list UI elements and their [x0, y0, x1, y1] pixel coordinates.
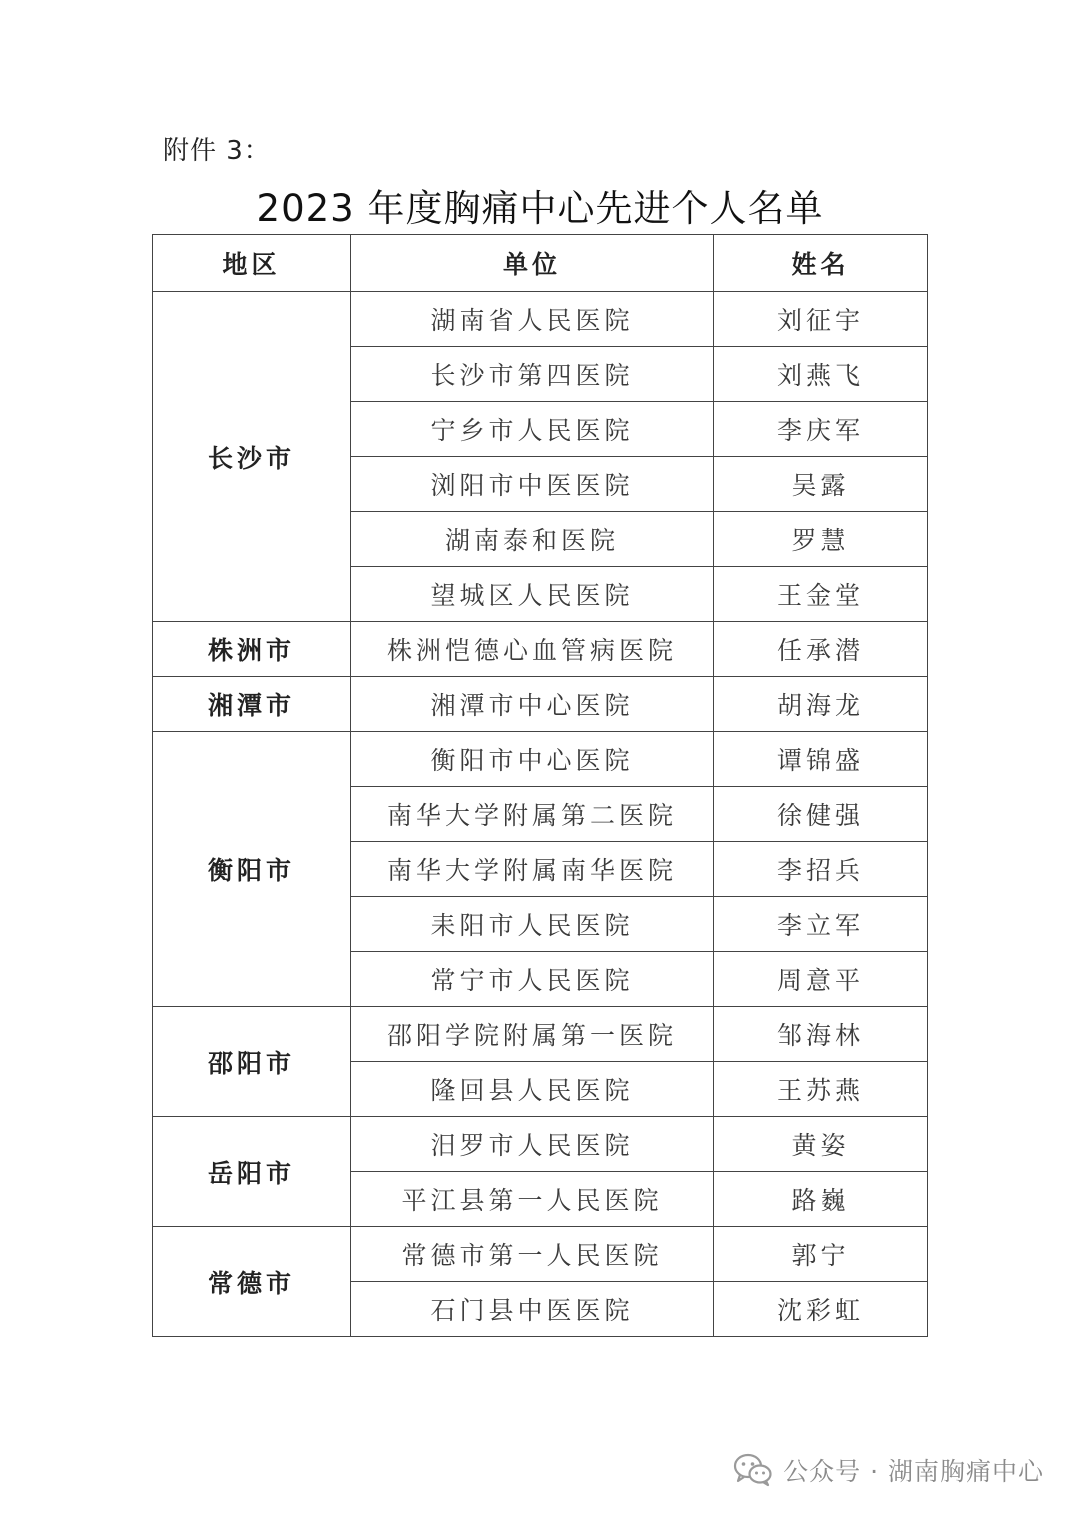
name-cell: 邹海林 [714, 1007, 928, 1062]
unit-cell: 湖南省人民医院 [351, 292, 714, 347]
unit-cell: 邵阳学院附属第一医院 [351, 1007, 714, 1062]
name-cell: 李庆军 [714, 402, 928, 457]
table-row [153, 1227, 928, 1282]
region-cell: 岳阳市 [153, 1117, 351, 1227]
unit-cell: 汨罗市人民医院 [351, 1117, 714, 1172]
watermark [733, 1452, 1044, 1488]
name-cell: 路巍 [714, 1172, 928, 1227]
unit-cell: 浏阳市中医医院 [351, 457, 714, 512]
unit-cell: 平江县第一人民医院 [351, 1172, 714, 1227]
name-cell: 王苏燕 [714, 1062, 928, 1117]
name-cell: 吴露 [714, 457, 928, 512]
region-cell: 长沙市 [153, 292, 351, 622]
unit-cell: 耒阳市人民医院 [351, 897, 714, 952]
unit-cell: 南华大学附属第二医院 [351, 787, 714, 842]
table-row [153, 677, 928, 732]
name-cell: 胡海龙 [714, 677, 928, 732]
unit-cell: 湖南泰和医院 [351, 512, 714, 567]
unit-cell: 常德市第一人民医院 [351, 1227, 714, 1282]
region-cell: 邵阳市 [153, 1007, 351, 1117]
region-cell: 湘潭市 [153, 677, 351, 732]
column-header-region: 地区 [153, 235, 351, 292]
region-cell: 衡阳市 [153, 732, 351, 1007]
unit-cell: 衡阳市中心医院 [351, 732, 714, 787]
region-cell: 株洲市 [153, 622, 351, 677]
unit-cell: 南华大学附属南华医院 [351, 842, 714, 897]
name-cell: 刘征宇 [714, 292, 928, 347]
column-header-unit: 单位 [351, 235, 714, 292]
name-cell: 罗慧 [714, 512, 928, 567]
name-cell: 周意平 [714, 952, 928, 1007]
unit-cell: 石门县中医医院 [351, 1282, 714, 1337]
watermark-text: 公众号 · 湖南胸痛中心 [783, 1457, 1044, 1486]
wechat-icon [733, 1453, 773, 1487]
name-cell: 沈彩虹 [714, 1282, 928, 1337]
table-row [153, 1007, 928, 1062]
unit-cell: 长沙市第四医院 [351, 347, 714, 402]
name-cell: 王金堂 [714, 567, 928, 622]
name-cell: 李招兵 [714, 842, 928, 897]
awardee-table [152, 234, 928, 1337]
name-cell: 刘燕飞 [714, 347, 928, 402]
table-row [153, 292, 928, 347]
name-cell: 徐健强 [714, 787, 928, 842]
name-cell: 郭宁 [714, 1227, 928, 1282]
unit-cell: 宁乡市人民医院 [351, 402, 714, 457]
table-body [153, 292, 928, 1337]
name-cell: 李立军 [714, 897, 928, 952]
name-cell: 黄姿 [714, 1117, 928, 1172]
unit-cell: 隆回县人民医院 [351, 1062, 714, 1117]
attachment-label: 附件 3： [163, 136, 271, 166]
name-cell: 谭锦盛 [714, 732, 928, 787]
unit-cell: 望城区人民医院 [351, 567, 714, 622]
page-title: 2023 年度胸痛中心先进个人名单 [256, 187, 824, 230]
region-cell: 常德市 [153, 1227, 351, 1337]
table-row [153, 732, 928, 787]
unit-cell: 株洲恺德心血管病医院 [351, 622, 714, 677]
unit-cell: 常宁市人民医院 [351, 952, 714, 1007]
table-header-row [153, 235, 928, 292]
name-cell: 任承潜 [714, 622, 928, 677]
unit-cell: 湘潭市中心医院 [351, 677, 714, 732]
column-header-name: 姓名 [714, 235, 928, 292]
table-row [153, 1117, 928, 1172]
table-row [153, 622, 928, 677]
